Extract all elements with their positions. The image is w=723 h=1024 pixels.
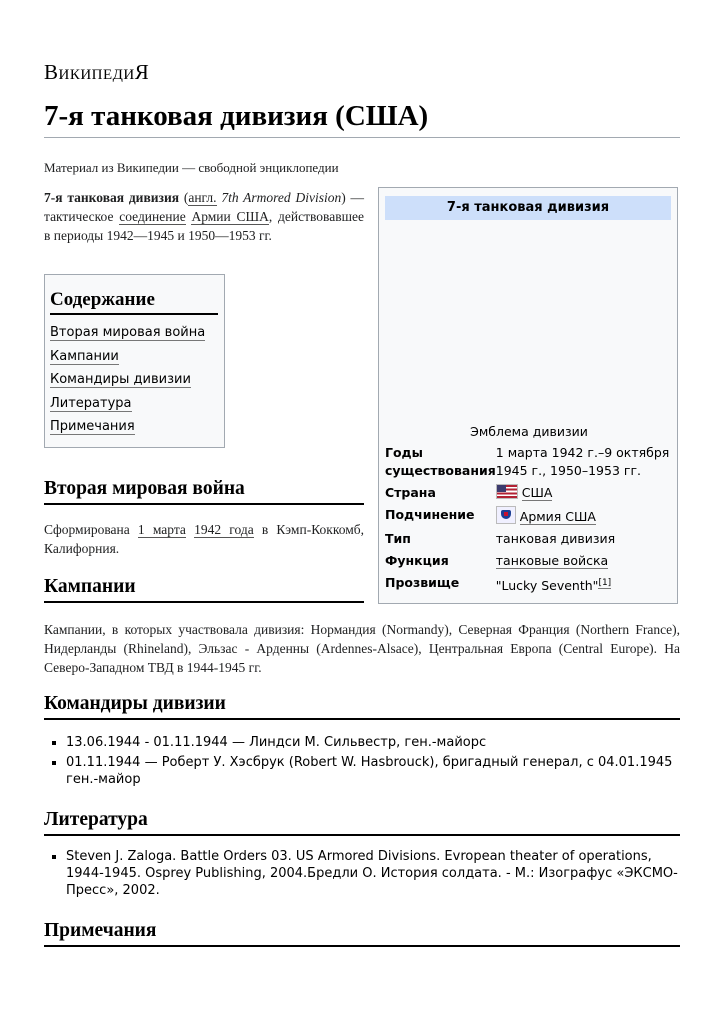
function-label: Функция [385, 553, 449, 568]
country-link[interactable]: США [521, 485, 553, 500]
subordination-value [496, 502, 670, 526]
infobox-row-function [385, 548, 669, 570]
function-link[interactable]: танковые войска [495, 553, 609, 568]
wikipedia-wordmark[interactable]: ВикипедиЯ [44, 60, 150, 84]
infobox [378, 187, 678, 604]
type-label: Тип [385, 531, 411, 546]
campaigns-paragraph: Кампании, в которых участвовала дивизия: Нормандия (Normandy), Северная Франция (Northern France), Нидерланды (Rhineland), Эльзас - Арденны (Ardennes-Alsace), Центральная Европа (Central Europe). На Северо-Западном ТВД в 1944-1945 гг. [44, 622, 680, 675]
nickname-label: Прозвище [385, 575, 460, 590]
us-army-emblem-icon [496, 506, 516, 524]
list-item: ▪ 13.06.1944 - 01.11.1944 — Линдси М. Сильвестр, ген.-майорс [66, 734, 680, 751]
year-link[interactable]: 1942 года [194, 522, 254, 537]
infobox-table [385, 444, 669, 595]
infobox-row-country [385, 480, 669, 502]
emblem-caption: Эмблема дивизии [470, 424, 588, 439]
toc-title: Содержание [50, 289, 218, 315]
section-heading-commanders: Командиры дивизии [44, 693, 680, 720]
list-item: ▪ 01.11.1944 — Роберт У. Хэсбрук (Robert W. Hasbrouck), бригадный генерал, с 04.01.1945 ген.-майор [66, 754, 680, 788]
table-of-contents [44, 274, 225, 448]
us-flag-icon [496, 484, 518, 499]
section-heading-campaigns: Кампании [44, 576, 364, 603]
section-heading-notes: Примечания [44, 920, 680, 947]
lang-link[interactable]: англ. [188, 190, 217, 205]
years-value: 1 марта 1942 г.–9 октября 1945 г., 1950–1953 гг. [495, 445, 670, 478]
country-value [496, 480, 670, 502]
page-tagline: Материал из Википедии — свободной энциклопедии [44, 160, 339, 175]
section-heading-ww2: Вторая мировая война [44, 478, 364, 505]
toc-item-literature[interactable]: Литература [50, 395, 132, 411]
infobox-row-nickname [385, 570, 669, 595]
toc-item-campaigns[interactable]: Кампании [50, 348, 119, 364]
function-value [496, 548, 670, 570]
section-heading-literature: Литература [44, 809, 680, 836]
formation-link[interactable]: соединение [119, 209, 186, 224]
toc-item-ww2[interactable]: Вторая мировая война [50, 325, 206, 340]
type-value: танковая дивизия [495, 531, 616, 546]
infobox-row-subordination [385, 502, 669, 526]
ww2-paragraph: Сформирована 1 марта 1942 года в Кэмп-Коккомб, Калифорния. [44, 522, 364, 556]
country-label: Страна [385, 485, 436, 500]
nickname-value: "Lucky Seventh"[1] [495, 578, 612, 594]
intro-paragraph: 7-я танковая дивизия (англ. 7th Armored Division) — тактическое соединение Армии США, действовавшее в периоды 1942—1945 и 1950—1953 гг. [44, 190, 365, 243]
commanders-list [48, 734, 680, 791]
us-army-link[interactable]: Армии США [191, 209, 269, 224]
infobox-row-type [385, 526, 669, 548]
subordination-label: Подчинение [385, 507, 475, 522]
toc-item-notes[interactable]: Примечания [50, 419, 135, 434]
english-name: 7th Armored Division [221, 190, 342, 205]
infobox-title: 7-я танковая дивизия [385, 196, 671, 220]
reference-link[interactable]: [1] [598, 578, 612, 588]
literature-list [48, 848, 680, 902]
infobox-row-years [385, 444, 669, 480]
subordination-link[interactable]: Армия США [519, 509, 596, 524]
years-label: Годы существования [385, 445, 496, 478]
toc-item-commanders[interactable]: Командиры дивизии [50, 372, 191, 387]
list-item: ▪ Steven J. Zaloga. Battle Orders 03. US Armored Divisions. Evropean theater of operations, 1944-1945. Osprey Publishing, 2004.Бредли О. История солдата. - М.: Изографус «ЭКСМО-Пресс», 2002. [66, 848, 680, 899]
intro-bold-title: 7-я танковая дивизия [44, 190, 180, 205]
date-link[interactable]: 1 марта [137, 522, 186, 537]
page-title: 7-я танковая дивизия (США) [44, 100, 680, 138]
